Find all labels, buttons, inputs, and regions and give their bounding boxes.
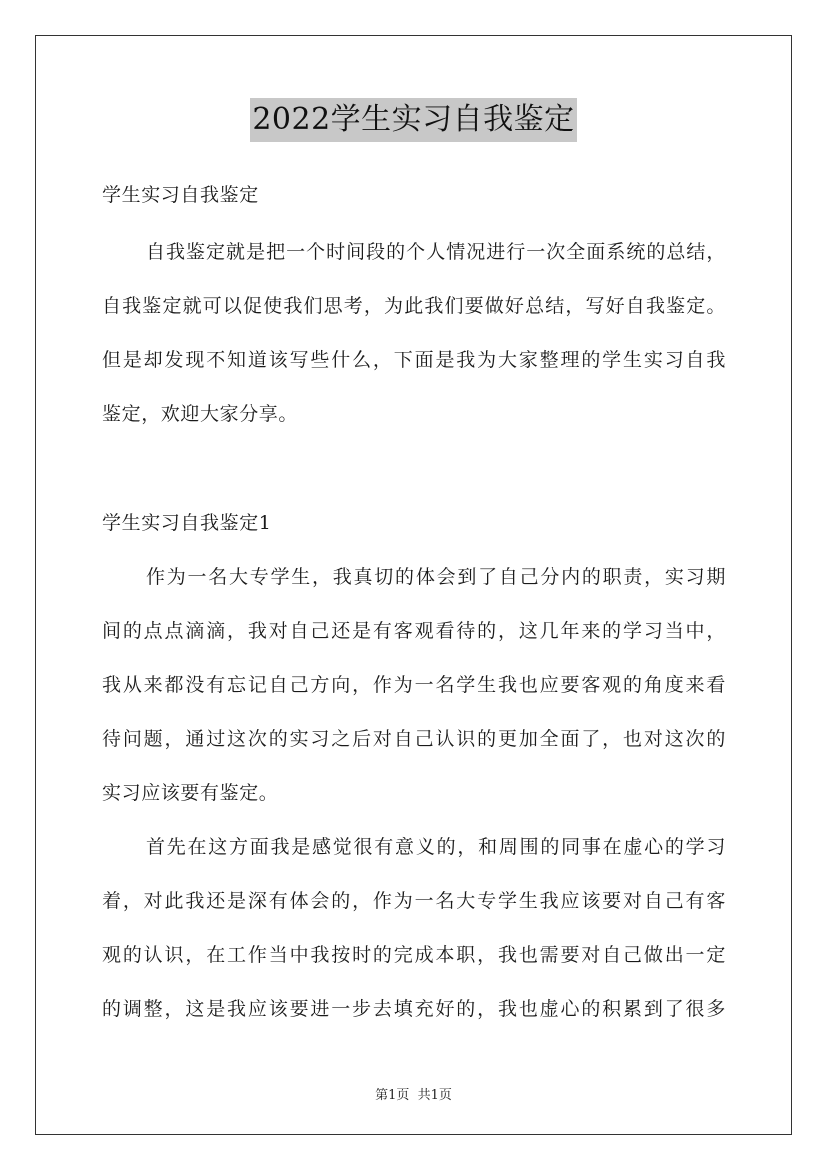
paragraph-line: 实习应该要有鉴定。 bbox=[102, 782, 279, 804]
paragraph-line: 观的认识，在工作当中我按时的完成本职，我也需要对自己做出一定 bbox=[102, 944, 726, 966]
title-container bbox=[0, 98, 827, 142]
document-title: 2022学生实习自我鉴定 bbox=[250, 98, 576, 142]
intro-line: 鉴定，欢迎大家分享。 bbox=[102, 403, 299, 425]
paragraph-line: 的调整，这是我应该要进一步去填充好的，我也虚心的积累到了很多 bbox=[102, 998, 726, 1020]
section-heading: 学生实习自我鉴定1 bbox=[102, 512, 272, 534]
paragraph-line: 我从来都没有忘记自己方向，作为一名学生我也应要客观的角度来看 bbox=[102, 674, 726, 696]
paragraph-line: 作为一名大专学生，我真切的体会到了自己分内的职责，实习期 bbox=[146, 566, 726, 588]
intro-line: 自我鉴定就是把一个时间段的个人情况进行一次全面系统的总结， bbox=[146, 241, 726, 263]
paragraph-line: 首先在这方面我是感觉很有意义的，和周围的同事在虚心的学习 bbox=[146, 836, 726, 858]
paragraph-line: 间的点点滴滴，我对自己还是有客观看待的，这几年来的学习当中， bbox=[102, 620, 726, 642]
intro-line: 但是却发现不知道该写些什么，下面是我为大家整理的学生实习自我 bbox=[102, 349, 726, 371]
section-heading: 学生实习自我鉴定 bbox=[102, 184, 259, 206]
intro-line: 自我鉴定就可以促使我们思考，为此我们要做好总结，写好自我鉴定。 bbox=[102, 295, 726, 317]
page-footer: 第1页 共1页 bbox=[375, 1088, 452, 1103]
paragraph-line: 待问题，通过这次的实习之后对自己认识的更加全面了，也对这次的 bbox=[102, 728, 726, 750]
paragraph-line: 着，对此我还是深有体会的，作为一名大专学生我应该要对自己有客 bbox=[102, 890, 726, 912]
